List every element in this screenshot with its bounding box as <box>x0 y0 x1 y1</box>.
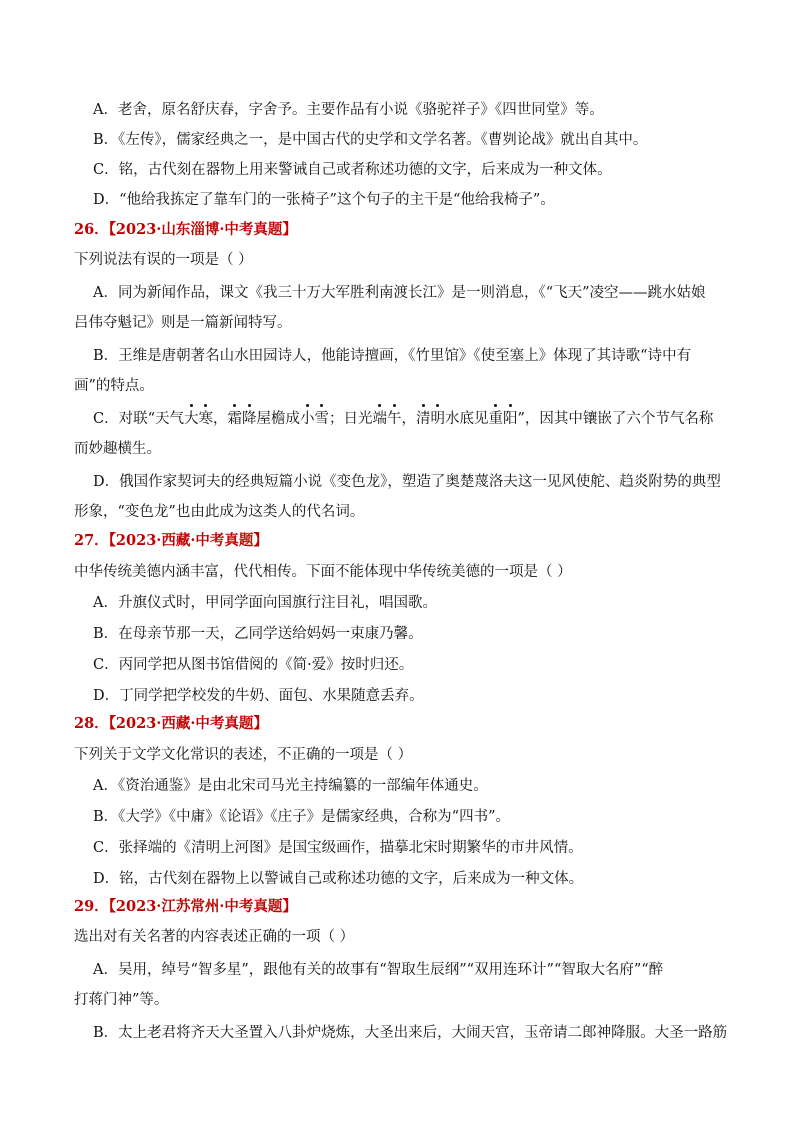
q26-option-b-line1: B．王维是唐朝著名山水田园诗人，他能诗擅画，《竹里馆》《使至塞上》体现了其诗歌“诗中有 <box>93 348 692 364</box>
q26-stem: 下列说法有误的一项是（ ） <box>74 252 253 268</box>
q26-option-a-line2: 吕伟夺魁记》则是一篇新闻特写。 <box>74 315 292 331</box>
q26-option-d-line2: 形象，“变色龙”也由此成为这类人的代名词。 <box>74 504 365 520</box>
dotted-char: 降 <box>242 411 257 427</box>
text-part: ”，因其中镶嵌了六个节气名称 <box>517 411 714 427</box>
dotted-term <box>373 411 402 427</box>
dotted-char: 端 <box>372 411 388 427</box>
q28-option-c: C．张择端的《清明上河图》是国宝级画作，描摹北宋时期繁华的市井风情。 <box>93 840 583 856</box>
dotted-char: 重 <box>488 411 504 427</box>
text-part: C．对联“天气 <box>93 411 185 427</box>
dotted-char: 明 <box>430 411 446 427</box>
question-source-tag: 【2023·江苏常州·中考真题】 <box>108 898 297 915</box>
q25-option-a: A．老舍，原名舒庆春，字舍予。主要作品有小说《骆驼祥子》《四世同堂》等。 <box>93 102 604 118</box>
text-part: ， <box>213 411 228 427</box>
question-source-tag: 【2023·西藏·中考真题】 <box>108 532 268 549</box>
q29-option-b-line1: B．太上老君将齐天大圣置入八卦炉烧炼，大圣出来后，大闹天宫，玉帝请二郎神降服。大圣一路筋 <box>93 1025 728 1041</box>
dotted-term <box>228 411 257 427</box>
question-number: 28． <box>74 715 109 732</box>
dotted-term <box>184 411 213 427</box>
dotted-char: 大 <box>184 411 199 427</box>
q27-option-d: D．丁同学把学校发的牛奶、面包、水果随意丢弃。 <box>93 688 424 704</box>
dotted-char: 午 <box>387 411 402 427</box>
dotted-char: 阳 <box>503 411 518 427</box>
dotted-char: 清 <box>416 411 431 427</box>
q26-heading <box>74 220 297 240</box>
dotted-char: 寒 <box>198 411 214 427</box>
text-part: ；日光 <box>329 411 373 427</box>
dotted-char: 霜 <box>227 411 243 427</box>
text-part: 屋檐成 <box>256 411 301 427</box>
question-number: 26． <box>74 221 109 238</box>
q27-heading <box>74 531 268 551</box>
q27-stem: 中华传统美德内涵丰富，代代相传。下面不能体现中华传统美德的一项是（ ） <box>74 564 572 580</box>
q29-option-a-line1: A．吴用，绰号“智多星”，跟他有关的故事有“智取生辰纲”“双用连环计”“智取大名府”“醉 <box>93 962 664 978</box>
q26-option-c-line1 <box>93 409 713 429</box>
q25-option-d: D．“他给我拣定了靠车门的一张椅子”这个句子的主干是“他给我椅子”。 <box>93 192 555 208</box>
q26-option-a-line1: A．同为新闻作品，课文《我三十万大军胜利南渡长江》是一则消息，《“飞天”凌空——跳水姑娘 <box>93 285 706 301</box>
q28-heading <box>74 714 268 734</box>
text-part: ， <box>401 411 417 427</box>
q28-option-d: D．铭，古代刻在器物上以警诫自己或称述功德的文字，后来成为一种文体。 <box>93 871 584 887</box>
q28-stem: 下列关于文学文化常识的表述，不正确的一项是（ ） <box>74 747 413 763</box>
q27-option-b: B．在母亲节那一天，乙同学送给妈妈一束康乃馨。 <box>93 626 423 642</box>
question-number: 29． <box>74 898 109 915</box>
q27-option-c: C．丙同学把从图书馆借阅的《简·爱》按时归还。 <box>93 657 414 673</box>
q27-option-a: A．升旗仪式时，甲同学面向国旗行注目礼，唱国歌。 <box>93 595 437 611</box>
q28-option-b: B．《大学》《中庸》《论语》《庄子》是儒家经典，合称为“四书”。 <box>93 809 510 825</box>
q29-stem: 选出对有关名著的内容表述正确的一项（ ） <box>74 929 355 945</box>
dotted-char: 小 <box>300 411 315 427</box>
q26-option-c-line2: 而妙趣横生。 <box>74 441 161 457</box>
dotted-char: 雪 <box>314 411 330 427</box>
q25-option-b: B．《左传》，儒家经典之一，是中国古代的史学和文学名著。《曹刿论战》就出自其中。 <box>93 132 648 148</box>
q25-option-c: C．铭，古代刻在器物上用来警诫自己或者称述功德的文字，后来成为一种文体。 <box>93 162 612 178</box>
dotted-term <box>300 411 329 427</box>
question-source-tag: 【2023·西藏·中考真题】 <box>108 715 268 732</box>
text-part: 水底见 <box>445 411 489 427</box>
q26-option-d-line1: D．俄国作家契诃夫的经典短篇小说《变色龙》，塑造了奥楚蔑洛夫这一见风使舵、趋炎附势的典型 <box>93 474 721 490</box>
question-source-tag: 【2023·山东淄博·中考真题】 <box>108 221 297 238</box>
q29-option-a-line2: 打蒋门神”等。 <box>74 992 169 1008</box>
q29-heading <box>74 897 297 917</box>
question-number: 27． <box>74 532 109 549</box>
q26-option-b-line2: 画”的特点。 <box>74 378 154 394</box>
dotted-term <box>416 411 445 427</box>
q28-option-a: A．《资治通鉴》是由北宋司马光主持编纂的一部编年体通史。 <box>93 778 488 794</box>
dotted-term <box>489 411 518 427</box>
